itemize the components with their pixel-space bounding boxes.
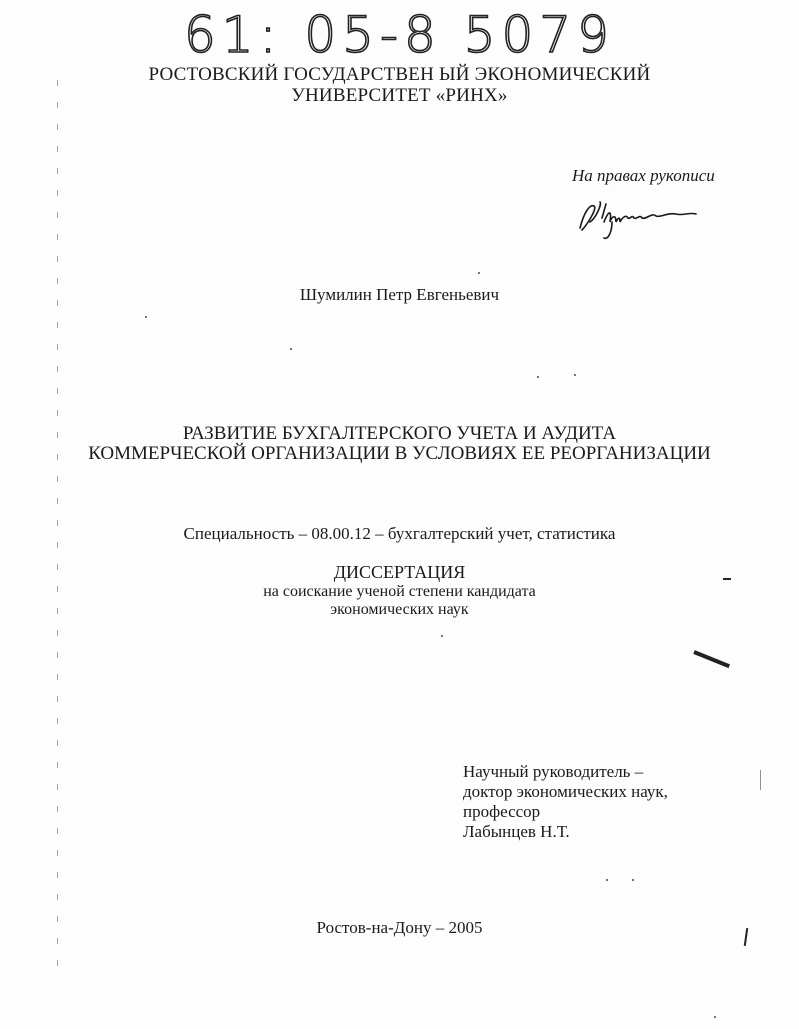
city-year: Ростов-на-Дону – 2005 [316, 918, 483, 937]
scan-dot [574, 374, 576, 376]
scientific-advisor [463, 762, 668, 842]
scan-dot [145, 316, 147, 318]
title-line-1: РАЗВИТИЕ БУХГАЛТЕРСКОГО УЧЕТА И АУДИТА [182, 423, 617, 444]
scan-mark-right-edge [760, 770, 761, 790]
advisor-line-4: Лабынцев Н.Т. [463, 822, 570, 841]
advisor-line-1: Научный руководитель – [463, 762, 644, 781]
degree-line-1: на соискание ученой степени кандидата [263, 583, 536, 600]
title-line-2: КОММЕРЧЕСКОЙ ОРГАНИЗАЦИИ В УСЛОВИЯХ ЕЕ РЕОРГАНИЗАЦИИ [88, 443, 711, 464]
rights-note: На правах рукописи [572, 166, 715, 185]
university-line-1: РОСТОВСКИЙ ГОСУДАРСТВЕН ЫЙ ЭКОНОМИЧЕСКИЙ [148, 64, 651, 85]
university-name [0, 64, 799, 106]
scan-dot [537, 376, 539, 378]
author-name: Шумилин Петр Евгеньевич [299, 285, 500, 304]
author-signature [572, 192, 702, 244]
degree-description [0, 583, 799, 619]
scan-dot [714, 1016, 716, 1018]
scan-dot [478, 272, 480, 274]
specialty: Специальность – 08.00.12 – бухгалтерский учет, статистика [183, 524, 616, 543]
university-line-2: УНИВЕРСИТЕТ «РИНХ» [291, 85, 508, 106]
scan-dot [606, 879, 608, 881]
advisor-line-2: доктор экономических наук, [463, 782, 668, 801]
advisor-line-3: профессор [463, 802, 541, 821]
scan-dot [632, 879, 634, 881]
scan-dot [441, 635, 443, 637]
scan-mark-dash [723, 578, 731, 580]
scan-mark-stroke [693, 650, 730, 668]
scan-dot [290, 348, 292, 350]
dissertation-title [0, 424, 799, 464]
dissertation-heading: ДИССЕРТАЦИЯ [333, 562, 466, 582]
handwritten-catalog-code [180, 2, 620, 62]
degree-line-2: экономических наук [330, 601, 469, 618]
handwritten-code-text: 61: 05-8 5079 [184, 6, 615, 62]
